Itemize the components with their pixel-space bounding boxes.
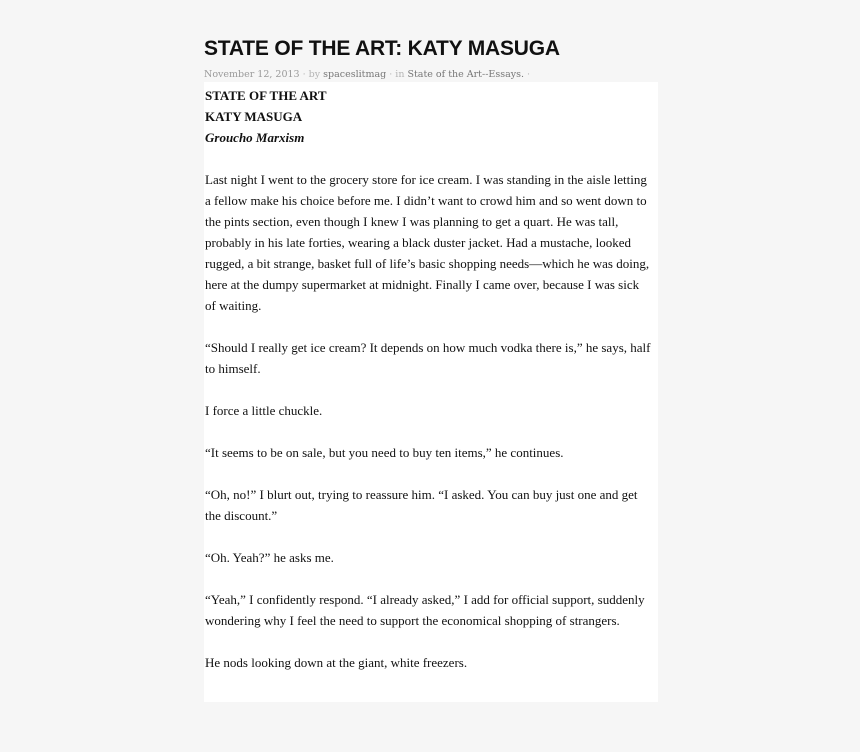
post-meta bbox=[204, 69, 658, 81]
meta-by-prefix: · by bbox=[299, 69, 324, 80]
paragraph-spacer bbox=[205, 631, 652, 652]
paragraph-spacer bbox=[205, 379, 652, 400]
meta-trailing-separator: · bbox=[524, 69, 531, 80]
meta-in-prefix: · in bbox=[386, 69, 408, 80]
paragraph-spacer bbox=[205, 463, 652, 484]
paragraph-spacer bbox=[205, 316, 652, 337]
article-paragraph: “Oh. Yeah?” he asks me. bbox=[205, 550, 334, 565]
article-author-name: KATY MASUGA bbox=[205, 109, 303, 124]
post-category-link[interactable]: State of the Art--Essays. bbox=[407, 69, 525, 80]
article-subtitle: Groucho Marxism bbox=[205, 130, 305, 145]
article-paragraph: “It seems to be on sale, but you need to buy ten items,” he continues. bbox=[205, 445, 564, 460]
post-title[interactable]: STATE OF THE ART: KATY MASUGA bbox=[204, 37, 560, 60]
paragraph-spacer bbox=[205, 526, 652, 547]
article-heading: STATE OF THE ART bbox=[205, 88, 327, 103]
article-paragraph: Last night I went to the grocery store for ice cream. I was standing in the aisle letting a fellow make his choice before me. I didn’t want to crowd him and so went down to the pints section, even though I knew I was planning to get a quart. He was tall, probably in his late forties, wearing a black duster jacket. Had a mustache, looked rugged, a bit strange, basket full of life’s basic shopping needs—which he was doing, here at the dumpy supermarket at midnight. Finally I came over, because I was sick of waiting. bbox=[205, 172, 650, 313]
article-paragraph: He nods looking down at the giant, white freezers. bbox=[205, 655, 468, 670]
paragraph-spacer bbox=[205, 148, 652, 169]
article-paragraph: “Yeah,” I confidently respond. “I already asked,” I add for official support, suddenly wondering why I feel the need to support the economical shopping of strangers. bbox=[205, 592, 645, 628]
post-author-link[interactable]: spaceslitmag bbox=[323, 69, 387, 80]
article-paragraph: “Should I really get ice cream? It depends on how much vodka there is,” he says, half to himself. bbox=[205, 340, 651, 376]
paragraph-spacer bbox=[205, 421, 652, 442]
article-paragraph: I force a little chuckle. bbox=[205, 403, 323, 418]
article-body bbox=[204, 82, 658, 702]
post-date[interactable]: November 12, 2013 bbox=[204, 69, 300, 80]
paragraph-spacer bbox=[205, 568, 652, 589]
article-paragraph: “Oh, no!” I blurt out, trying to reassure him. “I asked. You can buy just one and get the discount.” bbox=[205, 487, 638, 523]
blog-post bbox=[204, 36, 658, 702]
